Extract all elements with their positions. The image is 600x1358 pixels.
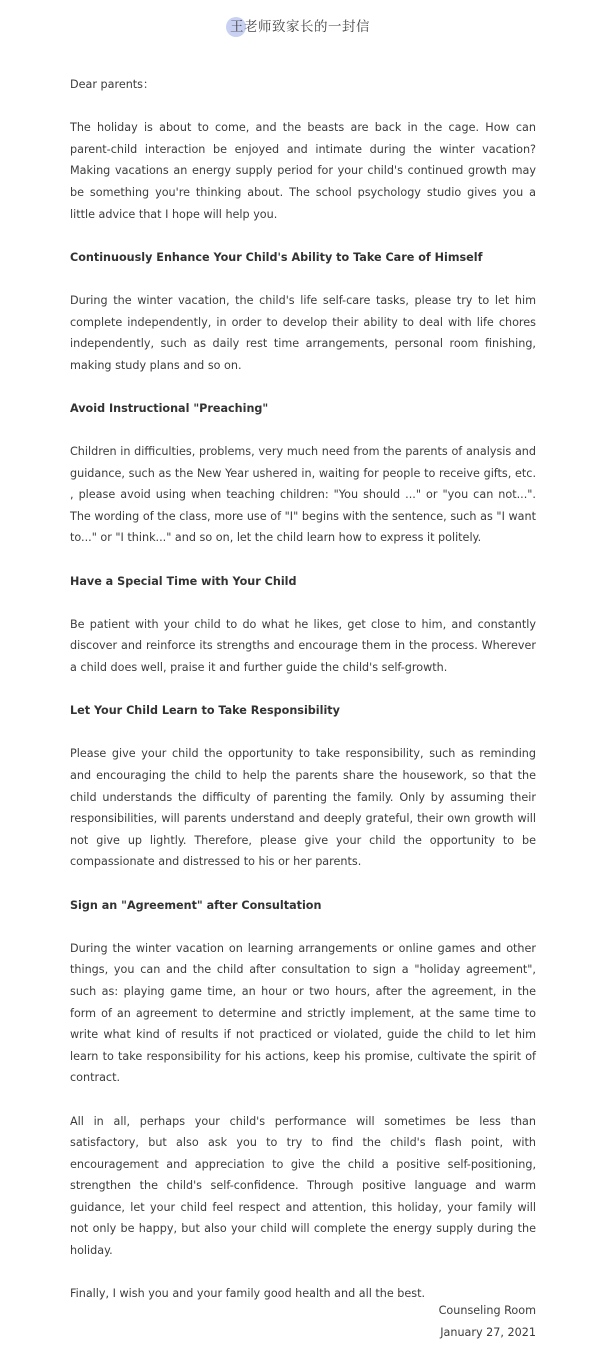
section-paragraph: Be patient with your child to do what he likes, get close to him, and constantly discover and reinforce its strengths and encourage them in the process. Wherever a child does well, praise it and further guide the child's self-growth.	[70, 617, 536, 675]
section-paragraph: Please give your child the opportunity to take responsibility, such as reminding and encouraging the child to help the parents share the housework, so that the child understands the difficulty of parenting the family. Only by assuming their responsibilities, will parents understand and deeply grateful, their own growth will not give up lightly. Therefore, please give your child the opportunity to be compassionate and distressed to his or her parents.	[70, 747, 536, 869]
intro-paragraph: The holiday is about to come, and the beasts are back in the cage. How can parent-child interaction be enjoyed and intimate during the winter vacation? Making vacations an energy supply period for your child's continued growth may be something you're thinking about. The school psychology studio gives you a little advice that I hope will help you.	[70, 121, 536, 221]
section-paragraph: During the winter vacation, the child's life self-care tasks, please try to let him complete independently, in order to develop their ability to deal with life chores independently, such as daily rest time arrangements, personal room finishing, making study plans and so on.	[70, 293, 536, 372]
title-bar	[0, 16, 600, 40]
closing-paragraph: Finally, I wish you and your family good health and all the best.	[70, 1287, 426, 1301]
conclusion-paragraph: All in all, perhaps your child's performance will sometimes be less than satisfactory, but also ask you to try to find the child's flash point, with encouragement and appreciation to give the child a positive self-positioning, strengthen the child's self-confidence. Through positive language and warm guidance, let your child feel respect and attention, this holiday, your family will not only be happy, but also your child will complete the energy supply during the holiday.	[70, 1114, 536, 1258]
signature-date: January 27, 2021	[440, 1326, 536, 1339]
letter-body	[70, 74, 536, 1326]
section-heading: Let Your Child Learn to Take Responsibility	[70, 704, 340, 718]
section-heading: Avoid Instructional "Preaching"	[70, 401, 269, 415]
signature-block	[439, 1300, 536, 1344]
page-title: 王老师致家长的一封信	[230, 19, 370, 35]
signature-name: Counseling Room	[438, 1304, 536, 1317]
section-heading: Have a Special Time with Your Child	[70, 574, 297, 588]
section-heading: Continuously Enhance Your Child's Ability to Take Care of Himself	[70, 250, 483, 264]
salutation: Dear parents：	[70, 78, 155, 91]
section-paragraph: During the winter vacation on learning arrangements or online games and other things, you can and the child after consultation to sign a "holiday agreement", such as: playing game time, an hour or two hours, after the agreement, in the form of an agreement to determine and strictly implement, at the same time to write what kind of results if not practiced or violated, guide the child to let him learn to take responsibility for his actions, keep his promise, cultivate the spirit of contract.	[70, 941, 536, 1085]
section-paragraph: Children in difficulties, problems, very much need from the parents of analysis and guidance, such as the New Year ushered in, waiting for people to receive gifts, etc. , please avoid using when teaching children: "You should ..." or "you can not...". The wording of the class, more use of "I" begins with the sentence, such as "I want to..." or "I think..." and so on, let the child learn how to express it politely.	[70, 445, 536, 545]
section-heading: Sign an "Agreement" after Consultation	[70, 898, 322, 912]
